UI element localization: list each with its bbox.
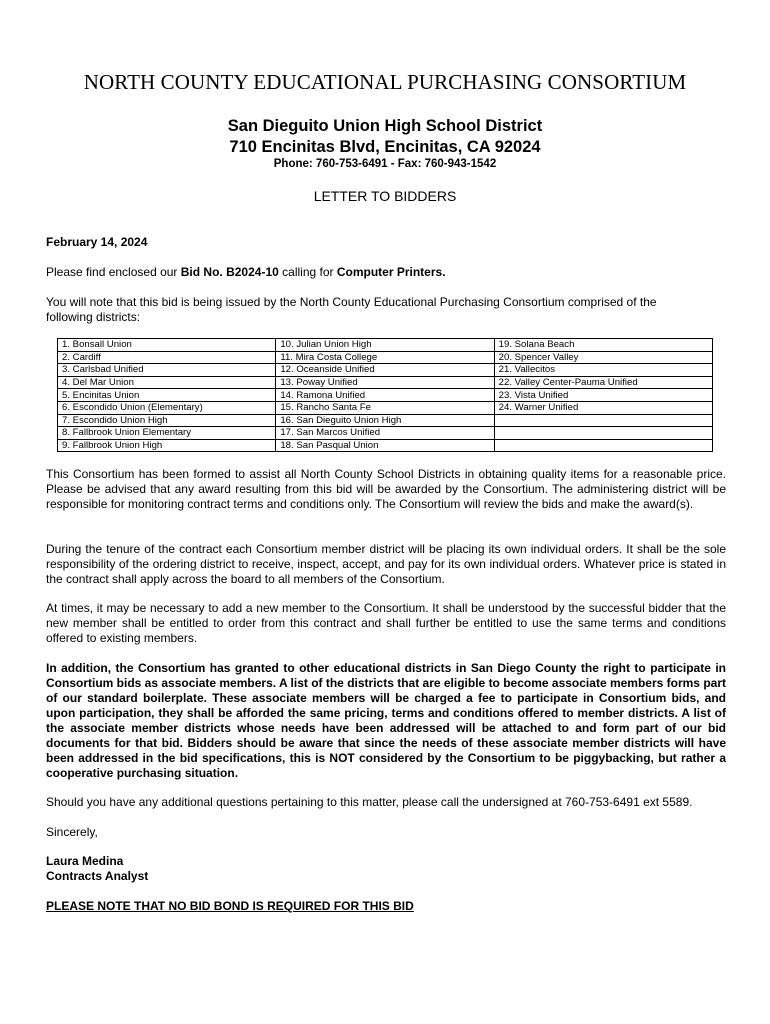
district-cell: 10. Julian Union High [276,339,494,352]
district-cell: 5. Encinitas Union [58,389,276,402]
district-cell: 7. Escondido Union High [58,414,276,427]
district-cell: 9. Fallbrook Union High [58,439,276,452]
paragraph-new-members: At times, it may be necessary to add a new member to the Consortium. It shall be understood by the successful bidder that the new member shall be entitled to order from this contract and shall further be entitled to use the same terms and conditions offered to existing members. [46,601,726,645]
district-cell: 13. Poway Unified [276,376,494,389]
district-cell: 20. Spencer Valley [494,351,712,364]
document-heading: LETTER TO BIDDERS [313,188,457,204]
paragraph-orders: During the tenure of the contract each Consortium member district will be placing its own individual orders. It shall be the sole responsibility of the ordering district to receive, inspect, accept, and pay for its own individual orders. Whatever price is stated in the contract shall apply across the board to all members of the Consortium. [46,542,726,586]
district-cell [494,427,712,440]
closing: Sincerely, [46,825,98,839]
district-header [0,116,770,158]
district-row [58,376,713,389]
district-name: San Dieguito Union High School District [227,117,543,135]
district-cell: 14. Ramona Unified [276,389,494,402]
phone-fax: Phone: 760-753-6491 - Fax: 760-943-1542 [273,158,497,170]
consortium-title: NORTH COUNTY EDUCATIONAL PURCHASING CONSORTIUM [83,70,687,94]
district-address: 710 Encinitas Blvd, Encinitas, CA 92024 [229,138,541,156]
district-row [58,364,713,377]
district-cell [494,414,712,427]
member-districts-table [57,338,713,452]
district-cell: 11. Mira Costa College [276,351,494,364]
district-row [58,339,713,352]
district-cell: 17. San Marcos Unified [276,427,494,440]
letter-date: February 14, 2024 [46,235,148,249]
district-cell: 19. Solana Beach [494,339,712,352]
paragraph-contact: Should you have any additional questions pertaining to this matter, please call the undersigned at 760-753-6491 ext 5589. [46,795,693,809]
consortium-note: You will note that this bid is being issued by the North County Educational Purchasing Consortium comprised of the following districts: [46,295,657,324]
paragraph-purpose: This Consortium has been formed to assist all North County School Districts in obtaining quality items for a reasonable price. Please be advised that any award resulting from this bid will be awarded by the Consortium. The administering district will be responsible for monitoring contract terms and conditions only. The Consortium will review the bids and make the award(s). [46,467,726,511]
intro-middle: calling for [278,265,337,279]
district-cell: 18. San Pasqual Union [276,439,494,452]
paragraph-associate-members: In addition, the Consortium has granted to other educational districts in San Diego County the right to participate in Consortium bids as associate members. A list of the districts that are eligible to become associate members forms part of our standard boilerplate. These associate members will be charged a fee to participate in Consortium bids, and upon participation, they shall be afforded the same pricing, terms and conditions offered to member districts. A list of the associate member districts whose needs have been addressed will be attached to and form part of our bid documents for that bid. Bidders should be aware that since the needs of these associate member districts will have been addressed in the bid specifications, this is NOT considered by the Consortium to be piggybacking, but rather a cooperative purchasing situation. [46,661,726,780]
district-cell: 15. Rancho Santa Fe [276,401,494,414]
district-cell: 12. Oceanside Unified [276,364,494,377]
district-cell: 21. Vallecitos [494,364,712,377]
bond-note-wrap [46,899,726,914]
district-cell: 6. Escondido Union (Elementary) [58,401,276,414]
district-row [58,389,713,402]
district-cell: 3. Carlsbad Unified [58,364,276,377]
district-cell: 22. Valley Center-Pauma Unified [494,376,712,389]
district-cell: 4. Del Mar Union [58,376,276,389]
district-cell: 1. Bonsall Union [58,339,276,352]
bid-subject: Computer Printers. [336,265,446,279]
district-cell [494,439,712,452]
bid-number: Bid No. B2024-10 [180,265,279,279]
intro-prefix: Please find enclosed our [46,265,181,279]
district-row [58,439,713,452]
signer-title: Contracts Analyst [46,869,149,883]
district-row [58,414,713,427]
intro-line [46,265,726,280]
bond-note: PLEASE NOTE THAT NO BID BOND IS REQUIRED FOR THIS BID [46,899,414,913]
district-cell: 8. Fallbrook Union Elementary [58,427,276,440]
district-cell: 16. San Dieguito Union High [276,414,494,427]
district-row [58,351,713,364]
district-row [58,401,713,414]
signer-name: Laura Medina [46,854,124,868]
district-cell: 23. Vista Unified [494,389,712,402]
district-cell: 2. Cardiff [58,351,276,364]
district-cell: 24. Warner Unified [494,401,712,414]
district-row [58,427,713,440]
